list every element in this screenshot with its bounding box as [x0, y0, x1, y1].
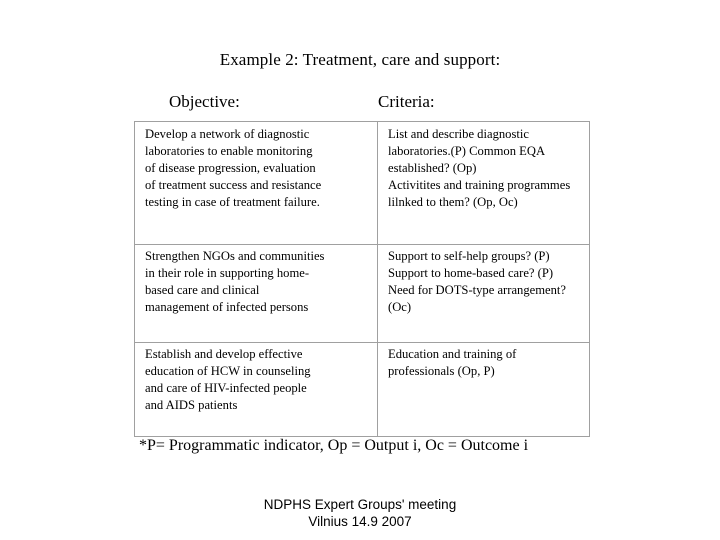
cell-line: Strengthen NGOs and communities — [145, 249, 325, 263]
objective-header: Objective: — [169, 92, 240, 111]
cell-line: Establish and develop effective — [145, 347, 303, 361]
table-row — [135, 343, 590, 437]
footer-meeting-name: NDPHS Expert Groups' meeting — [263, 497, 457, 512]
cell-line: education of HCW in counseling — [145, 364, 311, 378]
objectives-criteria-table — [134, 121, 590, 437]
cell-line: Activitites and training programmes — [388, 178, 571, 192]
indicator-footnote: *P= Programmatic indicator, Op = Output i, Oc = Outcome i — [139, 437, 529, 454]
cell-line: testing in case of treatment failure. — [145, 195, 320, 209]
cell-line: (Oc) — [388, 300, 412, 314]
table-row — [135, 122, 590, 245]
criteria-header: Criteria: — [378, 92, 435, 111]
cell-line: of treatment success and resistance — [145, 178, 322, 192]
cell-line: Education and training of — [388, 347, 517, 361]
cell-line: laboratories.(P) Common EQA — [388, 144, 546, 158]
objective-cell — [135, 245, 378, 343]
criteria-cell — [378, 343, 590, 437]
cell-line: management of infected persons — [145, 300, 309, 314]
slide-footer — [0, 496, 720, 530]
cell-line: of disease progression, evaluation — [145, 161, 316, 175]
cell-line: based care and clinical — [145, 283, 260, 297]
footer-location-date: Vilnius 14.9 2007 — [308, 514, 412, 529]
objective-cell — [135, 343, 378, 437]
objective-cell — [135, 122, 378, 245]
criteria-cell — [378, 245, 590, 343]
cell-line: laboratories to enable monitoring — [145, 144, 313, 158]
cell-line: and care of HIV-infected people — [145, 381, 307, 395]
cell-line: established? (Op) — [388, 161, 477, 175]
table-row — [135, 245, 590, 343]
cell-line: List and describe diagnostic — [388, 127, 529, 141]
cell-line: Develop a network of diagnostic — [145, 127, 310, 141]
cell-line: and AIDS patients — [145, 398, 238, 412]
cell-line: lilnked to them? (Op, Oc) — [388, 195, 518, 209]
cell-line: in their role in supporting home- — [145, 266, 310, 280]
cell-line: professionals (Op, P) — [388, 364, 495, 378]
cell-line: Support to self-help groups? (P) — [388, 249, 550, 263]
slide-title: Example 2: Treatment, care and support: — [219, 50, 501, 69]
cell-line: Support to home-based care? (P) — [388, 266, 554, 280]
criteria-cell — [378, 122, 590, 245]
cell-line: Need for DOTS-type arrangement? — [388, 283, 566, 297]
